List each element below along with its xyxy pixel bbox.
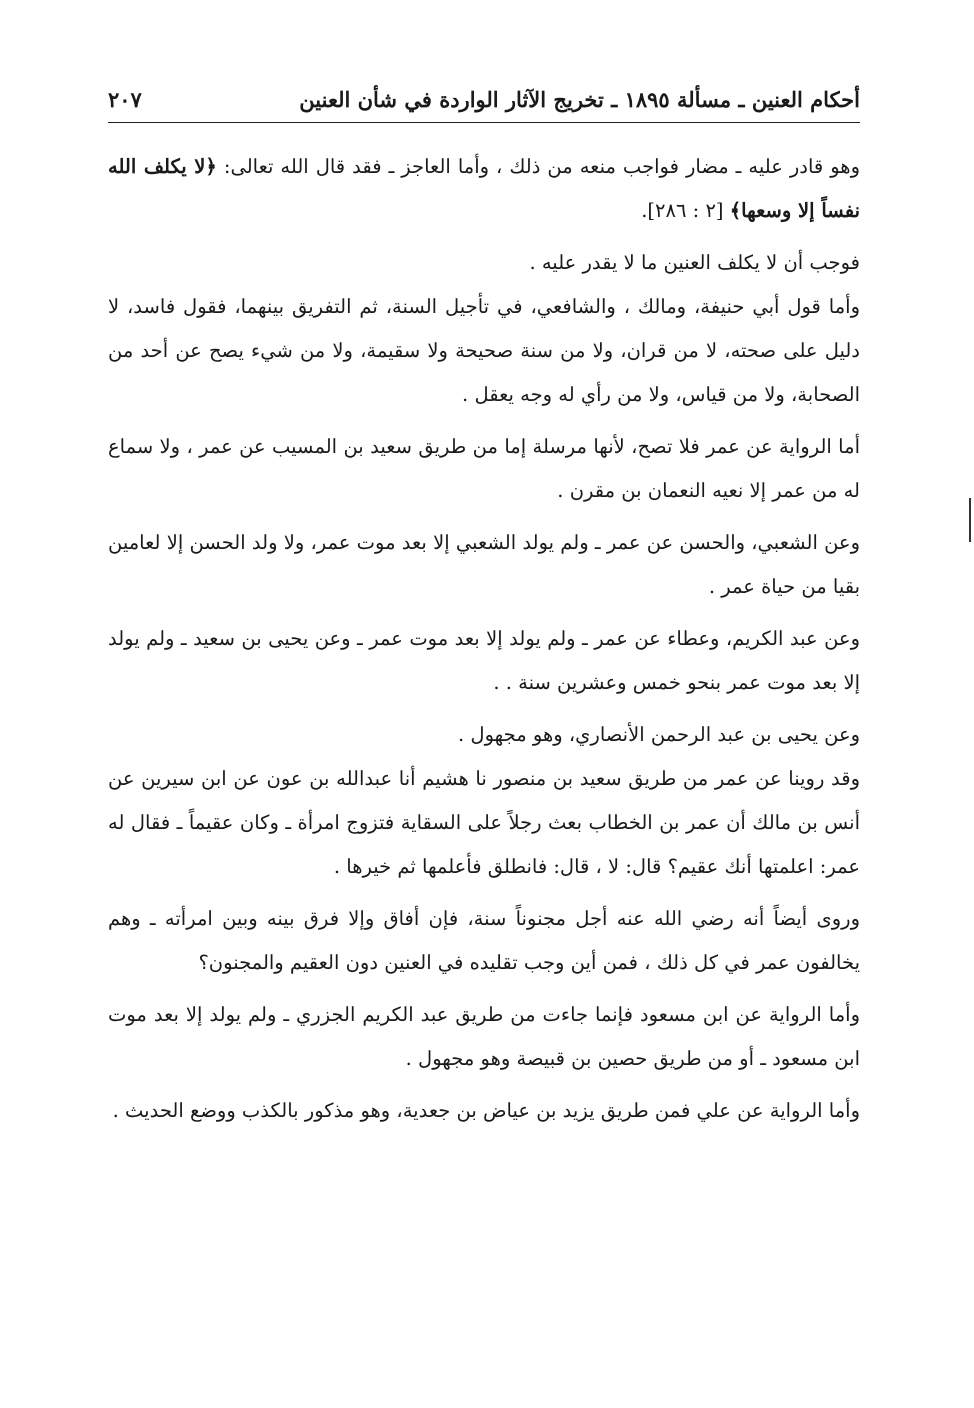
- page-header: [108, 70, 860, 118]
- paragraph-8: وقد روينا عن عمر من طريق سعيد بن منصور نا هشيم أنا عبدالله بن عون عن ابن سيرين عن أنس بن مالك أن عمر بن الخطاب بعث رجلاً على السقاية فتزوج امرأة ـ وكان عقيماً ـ فقال له عمر: اعلمتها أنك عقيم؟ قال: لا ، قال: فانطلق فأعلمها ثم خيرها .: [108, 767, 860, 878]
- paragraph-6: وعن عبد الكريم، وعطاء عن عمر ـ ولم يولد إلا بعد موت عمر ـ وعن يحيى بن سعيد ـ ولم يولد إلا بعد موت عمر بنحو خمس وعشرين سنة . .: [108, 627, 860, 694]
- page-body: [108, 145, 860, 1133]
- paragraph-2: فوجب أن لا يكلف العنين ما لا يقدر عليه .: [529, 251, 860, 274]
- paragraph-5: وعن الشعبي، والحسن عن عمر ـ ولم يولد الشعبي إلا بعد موت عمر، ولا ولد الحسن إلا لعامين بقيا من حياة عمر .: [108, 531, 860, 598]
- paragraph-1-lead: وهو قادر عليه ـ مضار فواجب منعه من ذلك ، وأما العاجز ـ فقد قال الله تعالى:: [216, 155, 860, 178]
- paragraph-7: وعن يحيى بن عبد الرحمن الأنصاري، وهو مجهول .: [458, 723, 860, 746]
- verse-reference: [٢ : ٢٨٦].: [641, 199, 730, 222]
- paragraph-11: وأما الرواية عن علي فمن طريق يزيد بن عياض بن جعدية، وهو مذكور بالكذب ووضع الحديث .: [112, 1099, 860, 1122]
- paragraph-4: أما الرواية عن عمر فلا تصح، لأنها مرسلة إما من طريق سعيد بن المسيب عن عمر ، ولا سماع له من عمر إلا نعيه النعمان بن مقرن .: [108, 435, 860, 502]
- book-page: [108, 70, 860, 1133]
- paragraph-3: وأما قول أبي حنيفة، ومالك ، والشافعي، في تأجيل السنة، ثم التفريق بينهما، فقول فاسد، لا دليل على صحته، لا من قران، ولا من سنة صحيحة ولا سقيمة، ولا من شيء يصح عن أحد من الصحابة، ولا من قياس، ولا من رأي له وجه يعقل .: [108, 295, 860, 406]
- paragraph-1: [108, 145, 860, 233]
- paragraph-10: وأما الرواية عن ابن مسعود فإنما جاءت من طريق عبد الكريم الجزري ـ ولم يولد إلا بعد موت ابن مسعود ـ أو من طريق حصين بن قبيصة وهو مجهول .: [108, 1003, 860, 1070]
- quran-verse: ﴿لا يكلف الله نفساً إلا وسعها﴾: [108, 155, 860, 222]
- page-number: ٢٠٧: [108, 87, 142, 112]
- paragraph-9: وروى أيضاً أنه رضي الله عنه أجل مجنوناً سنة، فإن أفاق وإلا فرق بينه وبين امرأته ـ وهم يخالفون عمر في كل ذلك ، فمن أين وجب تقليده في العنين دون العقيم والمجنون؟: [108, 907, 860, 974]
- header-rule: [108, 122, 860, 123]
- running-head: أحكام العنين ـ مسألة ١٨٩٥ ـ تخريج الآثار الواردة في شأن العنين: [299, 87, 860, 112]
- margin-mark: [969, 498, 971, 542]
